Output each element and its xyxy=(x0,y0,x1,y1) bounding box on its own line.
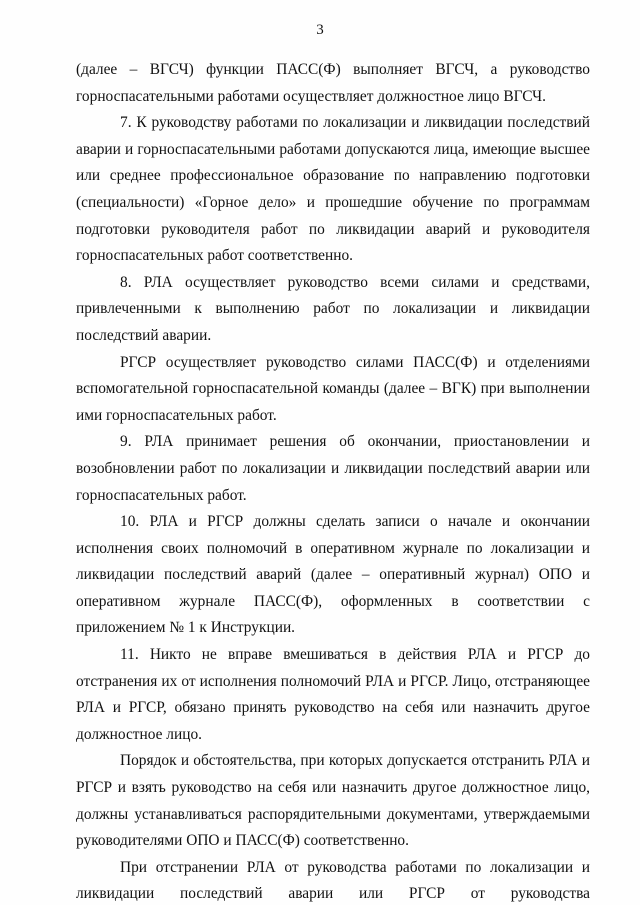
paragraph-item-8: 8. РЛА осуществляет руководство всеми силами и средствами, привлеченными к выполнению работ по локализации и ликвидации последствий аварии. xyxy=(76,273,590,344)
paragraph-item-9: 9. РЛА принимает решения об окончании, приостановлении и возобновлении работ по локализации и ликвидации последствий аварии или горноспасательных работ. xyxy=(76,433,590,504)
page-number: 3 xyxy=(316,22,324,38)
body-text xyxy=(76,57,590,908)
paragraph-vgsch-continuation: (далее – ВГСЧ) функции ПАСС(Ф) выполняет ВГСЧ, а руководство горноспасательными работами осуществляет должностное лицо ВГСЧ. xyxy=(76,61,590,105)
paragraph-item-11: 11. Никто не вправе вмешиваться в действия РЛА и РГСР до отстранения их от исполнения полномочий РЛА и РГСР. Лицо, отстраняющее РЛА и РГСР, обязано принять руководство на себя или назначить другое должностное лицо. xyxy=(76,646,590,743)
paragraph-rgsr-duties: РГСР осуществляет руководство силами ПАСС(Ф) и отделениями вспомогательной горноспасательной команды (далее – ВГК) при выполнении ими горноспасательных работ. xyxy=(76,353,590,424)
paragraph-removal-procedure: Порядок и обстоятельства, при которых допускается отстранить РЛА и РГСР и взять руководство на себя или назначить другое должностное лицо, должны устанавливаться распорядительными документами, утверждаемыми руководителями ОПО и ПАСС(Ф) соответственно. xyxy=(76,752,590,850)
paragraph-item-7: 7. К руководству работами по локализации и ликвидации последствий аварии и горноспасательными работами допускаются лица, имеющие высшее или среднее профессиональное образование по направлению подготовки (специальности) «Горное дело» и прошедшие обучение по программам подготовки руководителя работ по ликвидации аварий и руководителя горноспасательных работ соответственно. xyxy=(76,114,590,265)
paragraph-removal-start: При отстранении РЛА от руководства работами по локализации и ликвидации последствий аварии или РГСР от руководства xyxy=(76,858,590,903)
paragraph-item-10: 10. РЛА и РГСР должны сделать записи о начале и окончании исполнения своих полномочий в оперативном журнале по локализации и ликвидации последствий аварий (далее – оперативный журнал) ОПО и оперативном журнале ПАСС(Ф), оформленных в соответствии с приложением № 1 к Инструкции. xyxy=(76,513,590,637)
